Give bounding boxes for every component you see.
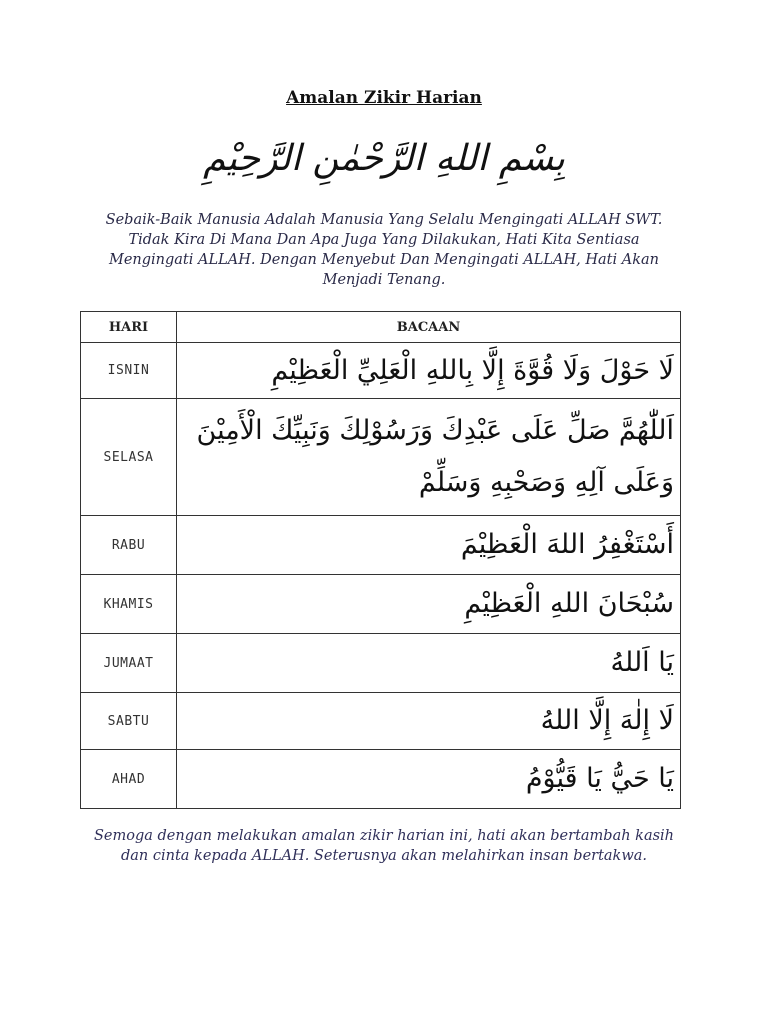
day-cell: SELASA [81,399,177,516]
header-bacaan: BACAAN [177,312,681,343]
document-title: Amalan Zikir Harian [286,88,482,108]
table-row [81,343,681,399]
day-cell: JUMAAT [81,634,177,693]
day-cell: AHAD [81,750,177,809]
table-row [81,516,681,575]
zikir-cell: يَا حَيُّ يَا قَيُّوْمُ [177,750,681,809]
zikir-cell: لَا حَوْلَ وَلَا قُوَّةَ إِلَّا بِاللهِ الْعَلِيِّ الْعَظِيْمِ [177,343,681,399]
day-cell: ISNIN [81,343,177,399]
zikir-table [80,311,681,809]
zikir-cell: أَسْتَغْفِرُ اللهَ الْعَظِيْمَ [177,516,681,575]
zikir-cell: يَا اَللهُ [177,634,681,693]
day-cell: KHAMIS [81,575,177,634]
basmala-calligraphy: بِسْمِ اللهِ الرَّحْمٰنِ الرَّحِيْمِ [203,138,565,179]
intro-paragraph: Sebaik-Baik Manusia Adalah Manusia Yang Selalu Mengingati ALLAH SWT. Tidak Kira Di Mana Dan Apa Juga Yang Dilakukan, Hati Kita Sentiasa Mengingati ALLAH. Dengan Menyebut Dan Mengingati ALLAH, Hati Akan Menjadi Tenang. [105,212,663,288]
table-row [81,575,681,634]
header-hari: HARI [81,312,177,343]
zikir-cell: سُبْحَانَ اللهِ الْعَظِيْمِ [177,575,681,634]
zikir-cell: اَللّٰهُمَّ صَلِّ عَلَى عَبْدِكَ وَرَسُوْلِكَ وَنَبِيِّكَ الْأَمِيْنَ وَعَلَى آلِهِ وَصَحْبِهِ وَسَلِّمْ [177,399,681,516]
table-header-row [81,312,681,343]
closing-paragraph: Semoga dengan melakukan amalan zikir harian ini, hati akan bertambah kasih dan cinta kepada ALLAH. Seterusnya akan melahirkan insan bertakwa. [93,828,675,864]
table-row [81,399,681,516]
table-row [81,693,681,750]
table-row [81,750,681,809]
day-cell: RABU [81,516,177,575]
day-cell: SABTU [81,693,177,750]
table-row [81,634,681,693]
zikir-cell: لَا إِلٰهَ إِلَّا اللهُ [177,693,681,750]
